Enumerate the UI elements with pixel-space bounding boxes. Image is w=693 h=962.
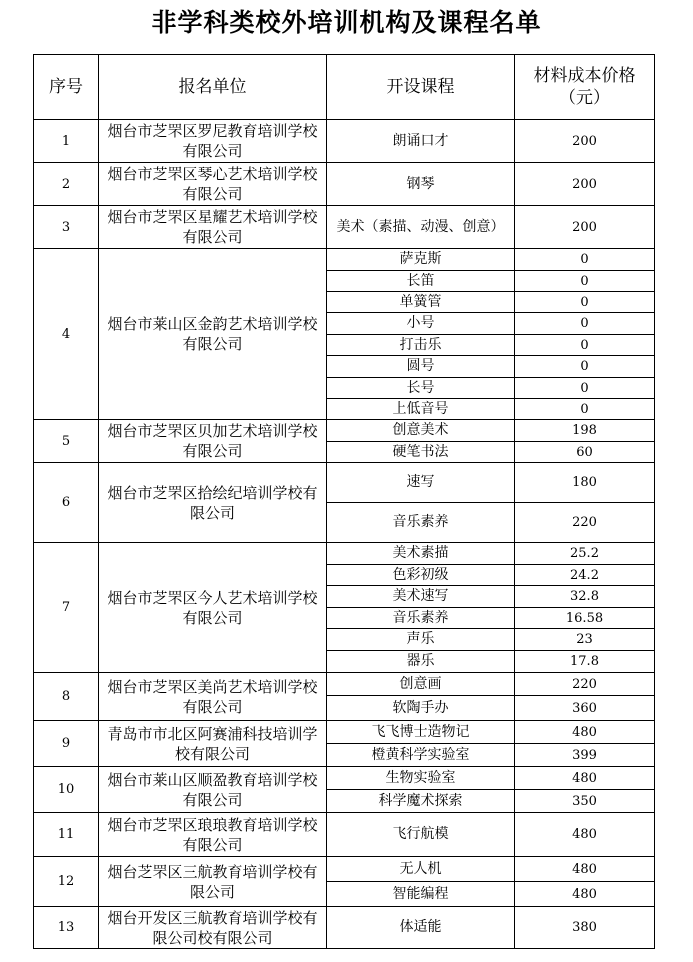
row-index: 6 bbox=[34, 463, 99, 543]
course-name: 速写 bbox=[327, 463, 515, 503]
material-price: 32.8 bbox=[515, 586, 655, 608]
table-row bbox=[34, 673, 655, 696]
material-price: 200 bbox=[515, 120, 655, 163]
row-index: 5 bbox=[34, 420, 99, 463]
course-name: 美术素描 bbox=[327, 543, 515, 565]
material-price: 480 bbox=[515, 882, 655, 907]
header-course: 开设课程 bbox=[327, 55, 515, 120]
org-name: 烟台市芝罘区星耀艺术培训学校有限公司 bbox=[99, 206, 327, 249]
table-row bbox=[34, 249, 655, 271]
course-name: 单簧管 bbox=[327, 292, 515, 313]
org-name: 烟台市芝罘区琅琅教育培训学校有限公司 bbox=[99, 813, 327, 857]
course-name: 声乐 bbox=[327, 629, 515, 651]
material-price: 16.58 bbox=[515, 608, 655, 629]
course-name: 生物实验室 bbox=[327, 767, 515, 790]
table-row bbox=[34, 120, 655, 163]
course-name: 长笛 bbox=[327, 271, 515, 292]
course-name: 体适能 bbox=[327, 907, 515, 949]
table-row bbox=[34, 721, 655, 744]
material-price: 360 bbox=[515, 696, 655, 721]
course-name: 美术（素描、动漫、创意） bbox=[327, 206, 515, 249]
table-row bbox=[34, 163, 655, 206]
material-price: 480 bbox=[515, 857, 655, 882]
org-name: 烟台市芝罘区贝加艺术培训学校有限公司 bbox=[99, 420, 327, 463]
material-price: 480 bbox=[515, 721, 655, 744]
course-name: 音乐素养 bbox=[327, 503, 515, 543]
course-name: 智能编程 bbox=[327, 882, 515, 907]
course-name: 橙黄科学实验室 bbox=[327, 744, 515, 767]
table-row bbox=[34, 463, 655, 503]
material-price: 180 bbox=[515, 463, 655, 503]
table-row bbox=[34, 543, 655, 565]
org-name: 烟台市莱山区顺盈教育培训学校有限公司 bbox=[99, 767, 327, 813]
org-name: 烟台开发区三航教育培训学校有限公司校有限公司 bbox=[99, 907, 327, 949]
material-price: 0 bbox=[515, 378, 655, 399]
row-index: 1 bbox=[34, 120, 99, 163]
course-name: 器乐 bbox=[327, 651, 515, 673]
course-name: 科学魔术探索 bbox=[327, 790, 515, 813]
course-name: 长号 bbox=[327, 378, 515, 399]
course-name: 上低音号 bbox=[327, 399, 515, 420]
course-name: 朗诵口才 bbox=[327, 120, 515, 163]
row-index: 3 bbox=[34, 206, 99, 249]
material-price: 480 bbox=[515, 767, 655, 790]
table-body bbox=[34, 120, 655, 949]
row-index: 12 bbox=[34, 857, 99, 907]
material-price: 0 bbox=[515, 249, 655, 271]
material-price: 220 bbox=[515, 673, 655, 696]
org-name: 青岛市市北区阿赛浦科技培训学校有限公司 bbox=[99, 721, 327, 767]
material-price: 0 bbox=[515, 335, 655, 356]
header-price: 材料成本价格（元） bbox=[515, 55, 655, 120]
course-name: 无人机 bbox=[327, 857, 515, 882]
table-row bbox=[34, 813, 655, 857]
material-price: 200 bbox=[515, 163, 655, 206]
material-price: 0 bbox=[515, 313, 655, 335]
course-name: 打击乐 bbox=[327, 335, 515, 356]
table-header-row bbox=[34, 55, 655, 120]
material-price: 0 bbox=[515, 399, 655, 420]
course-name: 创意美术 bbox=[327, 420, 515, 442]
row-index: 11 bbox=[34, 813, 99, 857]
material-price: 25.2 bbox=[515, 543, 655, 565]
course-name: 创意画 bbox=[327, 673, 515, 696]
row-index: 9 bbox=[34, 721, 99, 767]
org-name: 烟台市芝罘区美尚艺术培训学校有限公司 bbox=[99, 673, 327, 721]
material-price: 198 bbox=[515, 420, 655, 442]
course-name: 萨克斯 bbox=[327, 249, 515, 271]
course-name: 音乐素养 bbox=[327, 608, 515, 629]
material-price: 23 bbox=[515, 629, 655, 651]
material-price: 60 bbox=[515, 442, 655, 463]
material-price: 200 bbox=[515, 206, 655, 249]
material-price: 220 bbox=[515, 503, 655, 543]
org-name: 烟台芝罘区三航教育培训学校有限公司 bbox=[99, 857, 327, 907]
material-price: 24.2 bbox=[515, 565, 655, 586]
org-name: 烟台市芝罘区琴心艺术培训学校有限公司 bbox=[99, 163, 327, 206]
header-unit: 报名单位 bbox=[99, 55, 327, 120]
row-index: 7 bbox=[34, 543, 99, 673]
org-name: 烟台市芝罘区罗尼教育培训学校有限公司 bbox=[99, 120, 327, 163]
row-index: 8 bbox=[34, 673, 99, 721]
material-price: 0 bbox=[515, 292, 655, 313]
org-name: 烟台市莱山区金韵艺术培训学校有限公司 bbox=[99, 249, 327, 420]
course-name: 美术速写 bbox=[327, 586, 515, 608]
course-name: 飞飞博士造物记 bbox=[327, 721, 515, 744]
row-index: 10 bbox=[34, 767, 99, 813]
org-course-table bbox=[33, 54, 655, 949]
material-price: 480 bbox=[515, 813, 655, 857]
page-title: 非学科类校外培训机构及课程名单 bbox=[151, 8, 542, 37]
material-price: 380 bbox=[515, 907, 655, 949]
row-index: 13 bbox=[34, 907, 99, 949]
org-name: 烟台市芝罘区拾绘纪培训学校有限公司 bbox=[99, 463, 327, 543]
table-row bbox=[34, 857, 655, 882]
course-name: 色彩初级 bbox=[327, 565, 515, 586]
course-name: 圆号 bbox=[327, 356, 515, 378]
material-price: 350 bbox=[515, 790, 655, 813]
header-index: 序号 bbox=[34, 55, 99, 120]
course-name: 软陶手办 bbox=[327, 696, 515, 721]
course-name: 钢琴 bbox=[327, 163, 515, 206]
table-row bbox=[34, 420, 655, 442]
org-name: 烟台市芝罘区今人艺术培训学校有限公司 bbox=[99, 543, 327, 673]
material-price: 0 bbox=[515, 271, 655, 292]
material-price: 399 bbox=[515, 744, 655, 767]
row-index: 2 bbox=[34, 163, 99, 206]
table-row bbox=[34, 206, 655, 249]
material-price: 0 bbox=[515, 356, 655, 378]
table-row bbox=[34, 767, 655, 790]
course-name: 小号 bbox=[327, 313, 515, 335]
course-name: 硬笔书法 bbox=[327, 442, 515, 463]
row-index: 4 bbox=[34, 249, 99, 420]
material-price: 17.8 bbox=[515, 651, 655, 673]
table-row bbox=[34, 907, 655, 949]
course-name: 飞行航模 bbox=[327, 813, 515, 857]
